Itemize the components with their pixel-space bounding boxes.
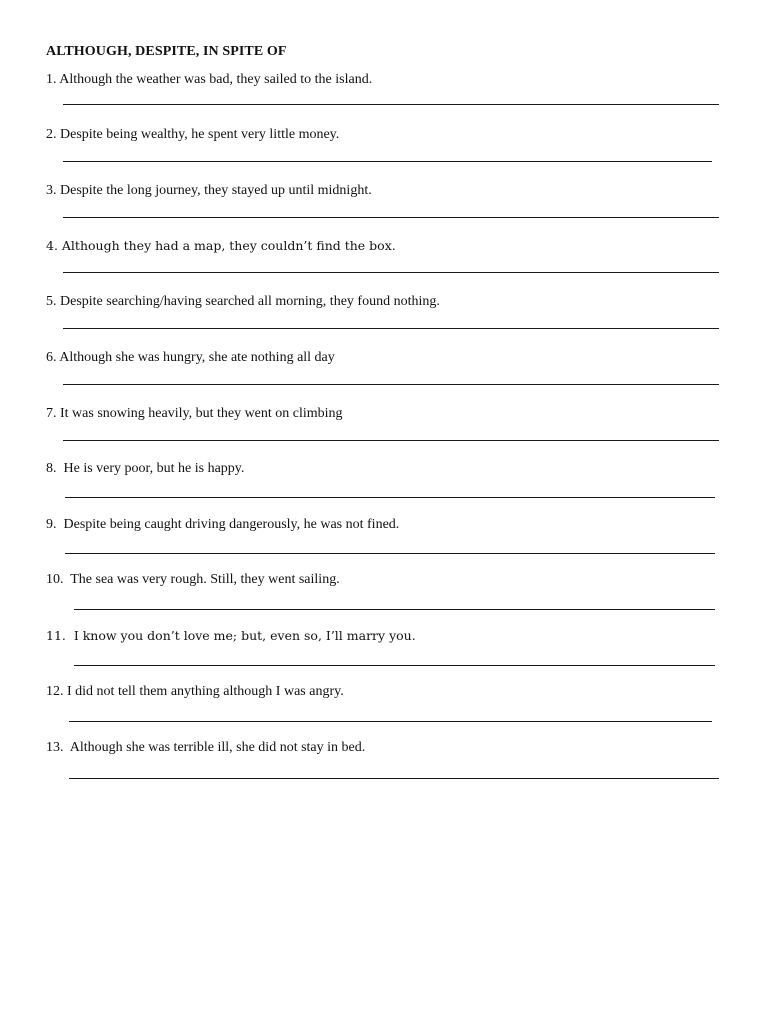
exercise-prompt: 4. Although they had a map, they couldn’t find the box. [46, 238, 396, 253]
answer-line [69, 778, 719, 779]
answer-line [63, 161, 712, 162]
exercise-item [46, 684, 726, 734]
exercise-item [46, 183, 726, 233]
exercise-prompt: 9. Despite being caught driving dangerously, he was not fined. [46, 517, 400, 532]
exercise-item [46, 406, 726, 456]
answer-line [69, 721, 712, 722]
exercise-item [46, 294, 726, 344]
exercise-item [46, 628, 726, 678]
answer-line [63, 384, 719, 385]
exercise-prompt: 2. Despite being wealthy, he spent very little money. [46, 127, 340, 142]
answer-line [65, 553, 715, 554]
exercise-item [46, 517, 726, 567]
exercise-prompt: 6. Although she was hungry, she ate nothing all day [46, 350, 335, 365]
exercise-item [46, 72, 726, 122]
exercise-item [46, 461, 726, 511]
exercise-item [46, 127, 726, 177]
worksheet-title: ALTHOUGH, DESPITE, IN SPITE OF [46, 44, 287, 59]
exercise-prompt: 12. I did not tell them anything although I was angry. [46, 684, 344, 699]
answer-line [63, 104, 719, 105]
exercise-item [46, 572, 726, 622]
answer-line [63, 328, 719, 329]
exercise-prompt: 7. It was snowing heavily, but they went on climbing [46, 406, 343, 421]
exercise-prompt: 13. Although she was terrible ill, she did not stay in bed. [46, 740, 366, 755]
answer-line [63, 217, 719, 218]
exercise-prompt: 10. The sea was very rough. Still, they went sailing. [46, 572, 340, 587]
exercise-item [46, 238, 726, 288]
answer-line [63, 272, 719, 273]
answer-line [74, 609, 715, 610]
answer-line [65, 497, 715, 498]
exercise-prompt: 1. Although the weather was bad, they sailed to the island. [46, 72, 373, 87]
exercise-prompt: 11. I know you don’t love me; but, even so, I’ll marry you. [46, 628, 416, 643]
exercise-item [46, 740, 726, 790]
exercise-prompt: 5. Despite searching/having searched all morning, they found nothing. [46, 294, 440, 309]
answer-line [63, 440, 719, 441]
exercise-item [46, 350, 726, 400]
exercise-prompt: 3. Despite the long journey, they stayed up until midnight. [46, 183, 372, 198]
answer-line [74, 665, 715, 666]
exercise-prompt: 8. He is very poor, but he is happy. [46, 461, 245, 476]
